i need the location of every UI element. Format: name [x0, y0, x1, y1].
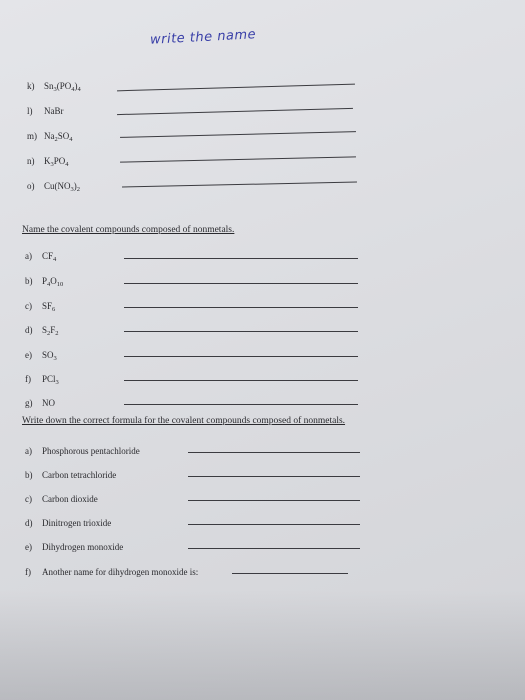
- formula-item-d: d) Dinitrogen trioxide: [25, 518, 112, 528]
- ionic-item-n: n) $K_3PO_4$: [27, 156, 69, 168]
- formula-subscript: 4: [71, 86, 75, 93]
- formula-answer-line-d[interactable]: [188, 524, 360, 525]
- formula-text: NO: [42, 398, 55, 408]
- formula-item-c: c) Carbon dioxide: [25, 494, 98, 504]
- formula-text: S: [42, 325, 48, 335]
- formula-text: P: [42, 276, 48, 286]
- formula-item-b: b) Carbon tetrachloride: [25, 470, 117, 480]
- naming-answer-line-e[interactable]: [124, 356, 358, 357]
- formula-text: O: [50, 276, 57, 286]
- formula-text: ): [73, 181, 77, 191]
- formula-subscript: 3: [50, 161, 54, 168]
- answer-line-l[interactable]: [117, 108, 353, 115]
- naming-item-c: c) $SF_6$: [25, 301, 56, 313]
- naming-section-heading: Name the covalent compounds composed of nonmetals.: [22, 225, 235, 235]
- naming-item-d: d) $S_2F_2$: [25, 325, 59, 337]
- naming-answer-line-g[interactable]: [124, 404, 358, 405]
- naming-item-g: g) NO: [25, 398, 55, 408]
- formula-text: Cu(NO: [44, 181, 71, 191]
- formula-subscript: 2: [54, 136, 58, 143]
- naming-item-e: e) $SO_3$: [25, 350, 57, 362]
- formula-answer-line-e[interactable]: [188, 548, 360, 549]
- answer-line-n[interactable]: [120, 156, 356, 162]
- ionic-item-l: l) NaBr: [27, 106, 64, 116]
- formula-subscript: 4: [65, 161, 69, 168]
- ionic-item-m: m) $Na_2SO_4$: [27, 131, 73, 143]
- formula-text: Na: [44, 131, 55, 141]
- formula-text: (PO: [56, 81, 72, 91]
- formula-subscript: 4: [53, 256, 57, 263]
- formula-item-f: f) Another name for dihydrogen monoxide is:: [25, 567, 199, 577]
- formula-answer-line-b[interactable]: [188, 476, 360, 477]
- ionic-item-o: o) $Cu(NO_3)_2$: [27, 181, 80, 193]
- formula-text: CF: [42, 251, 54, 261]
- formula-item-e: e) Dihydrogen monoxide: [25, 542, 124, 552]
- formula-text: PO: [53, 156, 66, 166]
- formula-text: SO: [57, 131, 70, 141]
- formula-subscript: 10: [56, 281, 64, 288]
- formula-subscript: 6: [52, 306, 56, 313]
- naming-answer-line-c[interactable]: [124, 307, 358, 308]
- naming-answer-line-f[interactable]: [124, 380, 358, 381]
- formula-text: Sn: [44, 81, 54, 91]
- formula-subscript: 4: [47, 281, 51, 288]
- formula-section-heading: Write down the correct formula for the covalent compounds composed of nonmetals.: [22, 416, 346, 426]
- formula-subscript: 2: [55, 330, 59, 337]
- formula-subscript: 2: [76, 186, 80, 193]
- formula-text: K: [44, 156, 51, 166]
- formula-text: SO: [42, 350, 54, 360]
- answer-line-o[interactable]: [122, 182, 357, 188]
- formula-text: PCl: [42, 374, 56, 384]
- ionic-item-k: k) $Sn_3(PO_4)_4$: [27, 81, 81, 93]
- formula-subscript: 4: [69, 136, 73, 143]
- answer-line-m[interactable]: [120, 131, 356, 138]
- naming-answer-line-b[interactable]: [124, 283, 358, 284]
- formula-text: F: [50, 325, 56, 335]
- formula-subscript: 4: [77, 86, 81, 93]
- naming-answer-line-a[interactable]: [124, 258, 358, 259]
- formula-text: SF: [42, 301, 53, 311]
- naming-item-b: b) $P_4O_{10}$: [25, 276, 64, 288]
- naming-item-f: f) PCl$_3$: [25, 374, 59, 386]
- formula-text: ): [74, 81, 78, 91]
- answer-line-k[interactable]: [117, 84, 355, 92]
- formula-subscript: 2: [47, 330, 51, 337]
- handwritten-note: write the name: [149, 27, 257, 48]
- page-shadow: [0, 590, 525, 700]
- formula-item-a: a) Phosphorous pentachloride: [25, 446, 140, 456]
- formula-subscript: 3: [53, 355, 57, 362]
- formula-text: NaBr: [44, 106, 64, 116]
- formula-answer-line-a[interactable]: [188, 452, 360, 453]
- formula-subscript: 3: [70, 186, 74, 193]
- formula-answer-line-c[interactable]: [188, 500, 360, 501]
- formula-subscript: 3: [55, 379, 59, 386]
- formula-subscript: 3: [53, 86, 57, 93]
- naming-item-a: a) $CF_4$: [25, 251, 57, 263]
- naming-answer-line-d[interactable]: [124, 331, 358, 332]
- formula-answer-line-f[interactable]: [232, 573, 348, 574]
